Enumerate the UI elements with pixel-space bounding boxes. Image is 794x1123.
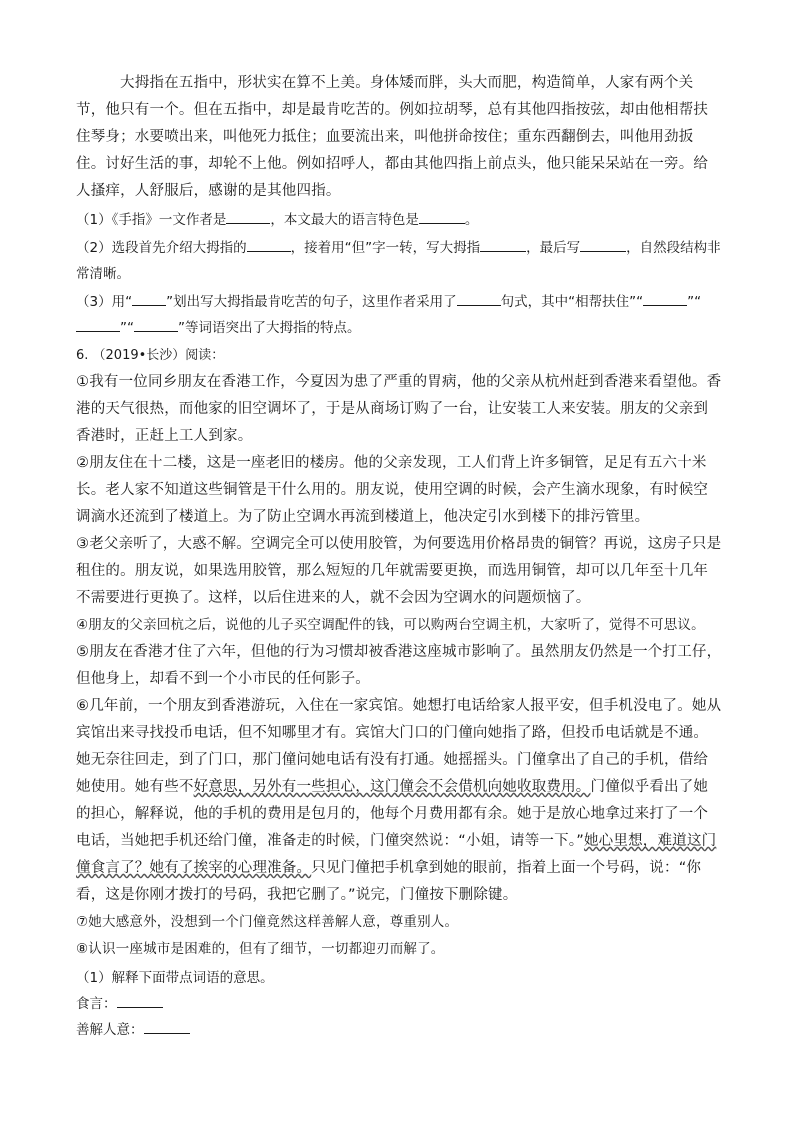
paragraph-6-text-c: 只见门僮把手机拿到她的眼前，指着上面一个号码，说：“你看，这是你刚才拨打的号码，我把它删了。”说完，门僮按下删除键。 [76, 860, 702, 903]
reading-paragraph-6 [76, 693, 722, 909]
question-2-text-b: ，接着用“但”字一转，写大拇指 [290, 240, 481, 256]
reading-paragraph-1: ①我有一位同乡朋友在香港工作，今夏因为患了严重的胃病，他的父亲从杭州赶到香港来看望他。香港的天气很热，而他家的旧空调坏了，于是从商场订购了一台，让安装工人来安装。朋友的父亲到香港时，正赶上工人到家。 [76, 374, 722, 444]
sub-question-1: （1）解释下面带点词语的意思。 [76, 970, 274, 986]
question-2-text-c: ，最后写 [526, 240, 581, 256]
word-2-line [76, 1017, 722, 1043]
answer-blank[interactable] [117, 993, 163, 1008]
question-3-text-b: ”划出写大拇指最肯吃苦的句子，这里作者采用了 [166, 294, 457, 310]
word-2-label: 善解人意： [76, 1022, 144, 1038]
question-1-text-b: ，本文最大的语言特色是 [270, 212, 419, 228]
question-3-text-a: （3）用“ [76, 294, 133, 310]
answer-blank[interactable] [134, 317, 178, 332]
paragraph-6-text-a: ⑥几年前，一个朋友到香港游玩，入住在一家宾馆。她想打电话给家人报平安，但手机没电了。她从宾馆出来寻找投币电话，但不知哪里才有。宾馆大门口的门僮向她指了路，但投币电话就是不通。她无奈往回走，到了门口，那门僮问她电话有没有打通。她摇摇头。门僮拿出了自己的手机，借给她使用。她有些不 [76, 698, 722, 795]
reading-paragraph-3: ③老父亲听了，大惑不解。空调完全可以使用胶管，为何要选用价格昂贵的铜管？再说，这房子只是租住的。朋友说，如果选用胶管，那么短短的几年就需要更换，而选用铜管，却可以几年至十几年不需要进行更换了。这样，以后住进来的人，就不会因为空调水的问题烦恼了。 [76, 536, 722, 606]
underlined-sentence-1: 好意思，另外有一些担心，这门僮会不会借机向她收取费用。 [193, 779, 591, 795]
question-2-text-d: ，自然段结构非常清晰。 [76, 240, 721, 282]
question-3-text-d: ”“ [687, 294, 702, 310]
item-6-header: 6. （2019•长沙）阅读： [76, 348, 225, 363]
answer-blank[interactable] [247, 237, 291, 252]
word-1-label: 食言： [76, 996, 117, 1012]
question-1 [76, 207, 722, 233]
answer-blank[interactable] [144, 1019, 190, 1034]
word-1-line [76, 991, 722, 1017]
question-3-text-f: ”等词语突出了大拇指的特点。 [178, 320, 361, 336]
answer-blank[interactable] [132, 291, 166, 306]
answer-blank[interactable] [580, 237, 626, 252]
question-3-text-c: 句式，其中“相帮扶住”“ [500, 294, 644, 310]
answer-blank[interactable] [457, 291, 501, 306]
underlined-sentence-2: 她心里想，难道这门僮食言了？她有了挨宰的心理准备。 [76, 833, 717, 876]
question-2 [76, 235, 722, 287]
answer-blank[interactable] [76, 317, 120, 332]
reading-paragraph-2: ②朋友住在十二楼，这是一座老旧的楼房。他的父亲发现，工人们背上许多铜管，足足有五六十米长。老人家不知道这些铜管是干什么用的。朋友说，使用空调的时候，会产生滴水现象，有时候空调滴水还流到了楼道上。为了防止空调水再流到楼道上，他决定引水到楼下的排污管里。 [76, 455, 709, 525]
reading-paragraph-4: ④朋友的父亲回杭之后，说他的儿子买空调配件的钱，可以购两台空调主机，大家听了，觉得不可思议。 [76, 617, 705, 633]
question-1-text-a: （1）《手指》一文作者是 [76, 212, 227, 228]
question-1-text-c: 。 [464, 212, 479, 228]
passage-paragraph: 大拇指在五指中，形状实在算不上美。身体矮而胖，头大而肥，构造简单，人家有两个关节，他只有一个。但在五指中，却是最肯吃苦的。例如拉胡琴，总有其他四指按弦，却由他相帮扶住琴身；水要喷出来，叫他死力抵住；血要流出来，叫他拼命按住；重东西翻倒去，叫他用劲扳住。讨好生活的事，却轮不上他。例如招呼人，都由其他四指上前点头，他只能呆呆站在一旁。给人搔痒，人舒服后，感谢的是其他四指。 [76, 75, 709, 199]
answer-blank[interactable] [480, 237, 526, 252]
question-3-text-e: ”“ [120, 320, 134, 336]
reading-paragraph-5: ⑤朋友在香港才住了六年，但他的行为习惯却被香港这座城市影响了。虽然朋友仍然是一个打工仔，但他身上，却看不到一个小市民的任何影子。 [76, 644, 722, 687]
reading-paragraph-7: ⑦她大感意外，没想到一个门僮竟然这样善解人意，尊重别人。 [76, 914, 459, 930]
question-3 [76, 289, 722, 341]
question-2-text-a: （2）选段首先介绍大拇指的 [76, 240, 247, 256]
reading-paragraph-8: ⑧认识一座城市是困难的，但有了细节，一切都迎刃而解了。 [76, 941, 445, 957]
document-content [76, 70, 722, 1043]
answer-blank[interactable] [226, 209, 270, 224]
paragraph-6-text-b: 门僮似乎看出了她的担心，解释说，他的手机的费用是包月的，他每个月费用都有余。她于是放心地拿过来打了一个电话，当她把手机还给门僮，准备走的时候，门僮突然说：“小姐，请等一下。” [76, 779, 709, 849]
answer-blank[interactable] [419, 209, 465, 224]
answer-blank[interactable] [643, 291, 687, 306]
